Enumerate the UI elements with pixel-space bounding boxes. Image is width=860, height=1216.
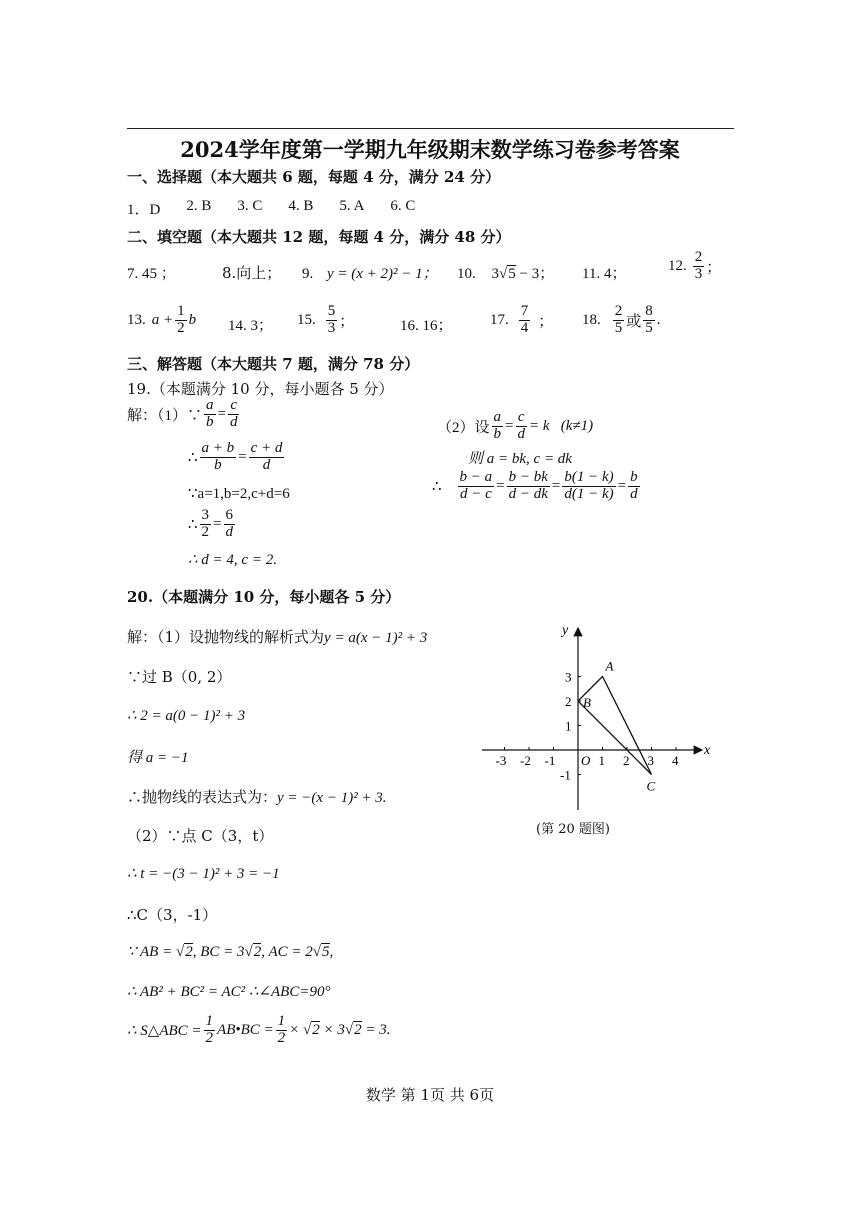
answer-6: 6. C xyxy=(390,198,416,214)
q8-answer: 8.向上； xyxy=(222,264,282,282)
q19-p2-l3-frac-3 xyxy=(562,470,615,503)
q19-p2-prefix: （2）设 xyxy=(437,419,490,436)
x-tick-label: -3 xyxy=(495,753,507,768)
q17-numerator: 7 xyxy=(520,303,529,319)
q20-line11 xyxy=(127,1014,391,1047)
q12-denominator: 3 xyxy=(694,265,703,282)
q16-answer: 16. 16； xyxy=(400,318,453,334)
numerator: b − bk xyxy=(508,469,548,485)
numerator: 3 xyxy=(201,507,210,523)
q9-formula: y = (x + 2)² − 1； xyxy=(327,266,438,282)
q10-c: − 3； xyxy=(515,266,555,282)
q19-p2-l3-frac-4 xyxy=(628,470,640,503)
q13-label: 13. xyxy=(127,311,146,328)
q10-a: 3√ xyxy=(491,266,508,282)
q12-tail: ； xyxy=(706,259,722,276)
point-label-a: A xyxy=(605,658,614,674)
q15-denominator: 3 xyxy=(327,319,336,336)
q19-part2-line2: 则 a = bk, c = dk xyxy=(468,451,572,467)
q20-l9-a: ∵ AB = √ xyxy=(127,944,185,960)
q17-tail: ； xyxy=(538,313,554,330)
y-tick-label: 1 xyxy=(565,718,572,734)
point-label-b: B xyxy=(583,695,591,710)
x-axis-label: x xyxy=(704,743,711,758)
equals-sign: = xyxy=(238,448,247,465)
q19-l1-frac-right xyxy=(228,398,240,431)
q20-l1-formula: y = a(x − 1)² + 3 xyxy=(324,630,428,646)
q17-fraction xyxy=(519,304,531,337)
answer-5: 5. A xyxy=(339,198,365,214)
q12-fraction xyxy=(693,250,705,283)
answer-3: 3. C xyxy=(237,198,263,214)
numerator: 1 xyxy=(277,1013,286,1029)
q13-a: a + xyxy=(151,311,174,328)
q19-p2-l3-frac-2 xyxy=(507,470,550,503)
q20-l9-e: , AC = 2√ xyxy=(261,944,321,960)
q20-l9-f: 5 xyxy=(322,944,330,960)
x-tick-label: 4 xyxy=(672,753,679,768)
y-tick-label: 2 xyxy=(565,694,572,709)
q20-line9 xyxy=(127,942,333,961)
denominator: d xyxy=(225,523,234,540)
answer-2: 2. B xyxy=(186,198,212,214)
denominator: 2 xyxy=(205,1029,214,1046)
q14-answer: 14. 3； xyxy=(228,318,274,334)
q13-numerator: 1 xyxy=(177,303,185,319)
q20-l11-e: × 3√ xyxy=(319,1021,354,1038)
q13-fraction xyxy=(175,304,187,337)
page-footer: 数学 第 1页 共 6页 xyxy=(365,1086,495,1104)
q20-l11-f: 2 xyxy=(354,1022,362,1039)
answer-1: 1．D xyxy=(127,202,161,218)
q20-l9-c: , BC = 3√ xyxy=(192,944,253,960)
numerator: c + d xyxy=(250,440,283,456)
q9-answer xyxy=(302,262,438,283)
q20-l11-a: ∴ S△ABC = xyxy=(127,1022,202,1039)
therefore-symbol: ∴ xyxy=(188,516,198,533)
denominator: d xyxy=(517,425,525,442)
q20-line10: ∴ AB² + BC² = AC² ∴∠ABC=90° xyxy=(127,984,331,1000)
q19-line3: ∵a=1,b=2,c+d=6 xyxy=(188,486,290,502)
q11-answer: 11. 4； xyxy=(582,266,627,282)
q19-p2-frac-1 xyxy=(492,410,504,443)
y-axis-label: y xyxy=(562,623,569,638)
q7-answer: 7. 45 ； xyxy=(127,266,176,282)
equals-sign: = xyxy=(617,477,627,494)
q13-denominator: 2 xyxy=(177,319,185,336)
q20-line5 xyxy=(127,786,387,807)
denominator: d xyxy=(229,413,238,430)
q19-l4-frac-left xyxy=(200,508,212,541)
numerator: c xyxy=(230,397,238,413)
q17-label: 17. xyxy=(490,311,509,328)
q20-l11-frac-1 xyxy=(204,1014,216,1047)
x-tick-label: 2 xyxy=(623,753,630,768)
q19-line4 xyxy=(188,508,237,541)
x-tick-label: -1 xyxy=(544,753,556,768)
top-rule xyxy=(127,128,734,129)
q19-p1-prefix: 解：（1）∵ xyxy=(127,407,203,424)
q15-tail: ； xyxy=(339,313,355,330)
point-label-c: C xyxy=(646,778,656,794)
q20-l5-formula: y = −(x − 1)² + 3. xyxy=(277,790,387,806)
q20-line3: ∴ 2 = a(0 − 1)² + 3 xyxy=(127,708,246,724)
q20-line4: 得 a = −1 xyxy=(127,750,189,766)
q18-fraction-1 xyxy=(613,304,625,337)
numerator: a xyxy=(206,397,214,413)
q20-l11-d: 2 xyxy=(312,1022,320,1039)
equals-sign: = xyxy=(496,477,505,494)
denominator: 2 xyxy=(201,523,210,540)
x-tick-label: 3 xyxy=(647,753,654,768)
equals-sign: = xyxy=(505,417,514,434)
numerator: 1 xyxy=(205,1013,214,1029)
q17-answer xyxy=(490,304,553,337)
q12-label: 12. xyxy=(668,257,687,274)
equals-sign: = xyxy=(551,477,561,494)
q20-l9-d: 2 xyxy=(253,944,262,960)
section3-heading: 三、解答题（本大题共 7 题，满分 78 分） xyxy=(127,355,420,373)
numerator: b xyxy=(630,469,638,485)
q15-label: 15. xyxy=(297,311,316,328)
q19-line2 xyxy=(188,441,286,474)
q20-l9-g: , xyxy=(329,944,334,960)
section1-answers xyxy=(127,198,415,219)
q18-fraction-2 xyxy=(643,304,655,337)
q19-l1-frac-left xyxy=(204,398,216,431)
q20-line6: （2）∵点 C（3，t） xyxy=(127,827,274,845)
denominator: d(1 − k) xyxy=(564,485,614,502)
q20-heading: 20.（本题满分 10 分，每小题各 5 分） xyxy=(127,588,401,606)
q20-line2: ∵过 B（0, 2） xyxy=(127,668,232,686)
q17-denominator: 4 xyxy=(520,319,529,336)
denominator: 2 xyxy=(277,1029,286,1046)
denominator: d − c xyxy=(459,485,492,502)
denominator: b xyxy=(214,456,222,473)
q19-l2-frac-left xyxy=(200,441,237,474)
q19-p2-l3-frac-1 xyxy=(458,470,495,503)
q18-denominator-2: 5 xyxy=(645,319,653,336)
q19-l4-frac-right xyxy=(224,508,236,541)
therefore-symbol: ∴ xyxy=(188,449,198,466)
q19-heading: 19.（本题满分 10 分，每小题各 5 分） xyxy=(127,380,394,398)
q15-answer xyxy=(297,304,354,337)
section2-heading: 二、填空题（本大题共 12 题，每题 4 分，满分 48 分） xyxy=(127,228,511,246)
q13-b: b xyxy=(188,311,197,328)
denominator: d xyxy=(630,485,638,502)
numerator: c xyxy=(517,409,525,425)
q20-l11-b: AB•BC = xyxy=(217,1021,274,1038)
denominator: d xyxy=(262,456,271,473)
q12-numerator: 2 xyxy=(694,249,703,265)
section1-heading: 一、选择题（本大题共 6 题，每题 4 分，满分 24 分） xyxy=(127,168,501,186)
q19-part2-line1 xyxy=(437,410,593,443)
y-tick-label: -1 xyxy=(560,767,571,783)
figure-caption: (第 20 题图) xyxy=(536,822,610,837)
q20-l9-b: 2 xyxy=(185,944,193,960)
q20-l11-frac-2 xyxy=(276,1014,288,1047)
q20-line1 xyxy=(127,626,427,647)
denominator: b xyxy=(206,413,214,430)
q18-or: 或 xyxy=(626,313,642,330)
x-tick-label: 1 xyxy=(598,753,605,768)
q20-line7: ∴ t = −(3 − 1)² + 3 = −1 xyxy=(127,866,280,882)
q13-answer xyxy=(127,304,196,337)
numerator: b − a xyxy=(459,469,493,485)
q15-numerator: 5 xyxy=(327,303,336,319)
answer-4: 4. B xyxy=(288,198,314,214)
denominator: b xyxy=(493,425,502,442)
numerator: b(1 − k) xyxy=(564,469,614,485)
equals-sign: = xyxy=(217,405,226,422)
q20-l1-prefix: 解：（1）设抛物线的解析式为 xyxy=(127,628,325,646)
q19-part2-line3 xyxy=(432,470,642,503)
q10-answer xyxy=(457,262,554,283)
y-tick-label: 3 xyxy=(565,669,572,685)
q19-p2-frac-2 xyxy=(515,410,527,443)
q19-line1 xyxy=(127,398,241,431)
q18-label: 18. xyxy=(582,311,601,328)
numerator: 6 xyxy=(225,507,234,523)
q18-numerator-1: 2 xyxy=(614,303,623,319)
q19-l2-frac-right xyxy=(249,441,285,474)
q9-label: 9. xyxy=(302,266,314,282)
numerator: a xyxy=(493,409,502,425)
q18-tail: . xyxy=(656,311,661,328)
q12-answer xyxy=(668,250,721,283)
x-tick-label: -2 xyxy=(520,753,531,768)
origin-label: O xyxy=(581,753,591,768)
q18-answer xyxy=(582,304,661,337)
q20-l11-c: × √ xyxy=(289,1021,312,1038)
q10-label: 10. xyxy=(457,266,476,282)
page-title: 2024学年度第一学期九年级期末数学练习卷参考答案 xyxy=(180,137,680,162)
therefore-symbol: ∴ xyxy=(432,478,442,495)
q20-l5-prefix: ∴抛物线的表达式为： xyxy=(127,788,278,806)
q20-coordinate-figure xyxy=(480,618,730,818)
q20-line8: ∴C（3，-1） xyxy=(127,906,218,924)
equals-sign: = xyxy=(213,515,222,532)
q10-b: 5 xyxy=(508,266,516,282)
denominator: d − dk xyxy=(508,485,548,502)
numerator: a + b xyxy=(201,440,235,456)
q20-l11-g: = 3. xyxy=(361,1021,391,1038)
q15-fraction xyxy=(326,304,338,337)
q18-numerator-2: 8 xyxy=(645,303,653,319)
q18-denominator-1: 5 xyxy=(614,319,623,336)
q19-line5: ∴ d = 4, c = 2. xyxy=(188,552,277,568)
q19-p2-k: = k (k≠1) xyxy=(528,417,594,434)
